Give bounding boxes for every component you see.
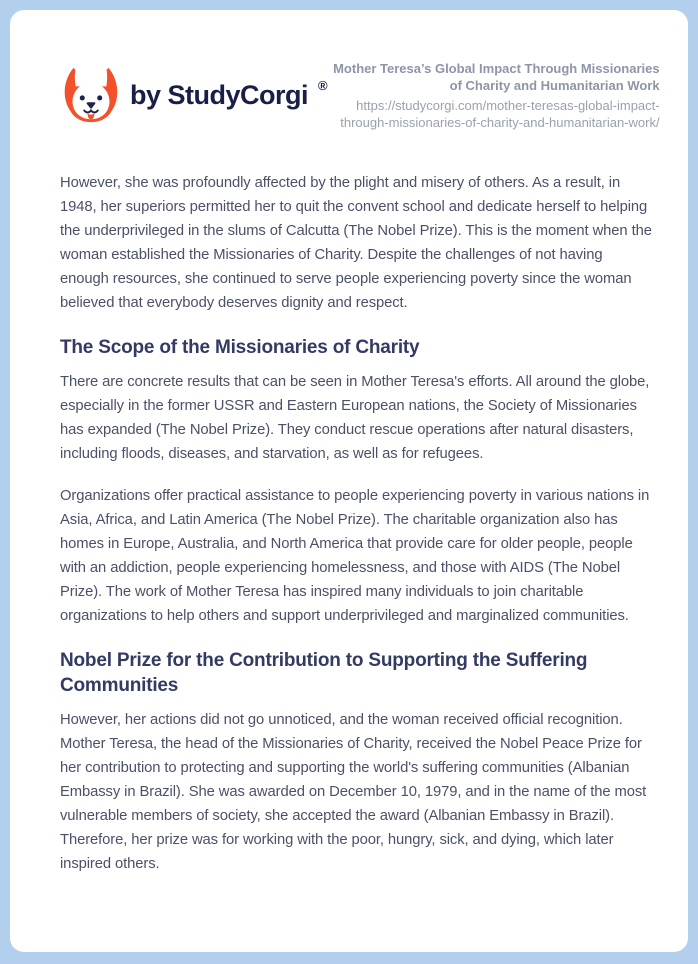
- section-heading-scope: The Scope of the Missionaries of Charity: [60, 337, 420, 358]
- document-url-link[interactable]: https://studycorgi.com/mother-teresas-global-impact-through-missionaries-of-charity-and-humanitarian-work/: [340, 98, 660, 130]
- paragraph-nobel-prize: However, her actions did not go unnoticed, and the woman received official recognition. Mother Teresa, the head of the Missionaries of Charity, received the Nobel Peace Prize for her contribution to protecting and supporting the world's suffering communities (Albanian Embassy in Brazil). She was awarded on December 10, 1979, and in the name of the most vulnerable members of society, she accepted the award (Albanian Embassy in Brazil). Therefore, her prize was for working with the poor, hungry, sick, and dying, which later inspired others.: [60, 712, 647, 872]
- article-body: [60, 131, 652, 876]
- registered-trademark: ®: [318, 78, 328, 93]
- section-heading-nobel-prize: Nobel Prize for the Contribution to Supporting the Suffering Communities: [60, 650, 588, 696]
- studycorgi-brand-link[interactable]: [60, 65, 328, 127]
- paragraph-intro: However, she was profoundly affected by the plight and misery of others. As a result, in 1948, her superiors permitted her to quit the convent school and dedicate herself to helping the underprivileged in the slums of Calcutta (The Nobel Prize). This is the moment when the woman established the Missionaries of Charity. Despite the challenges of not having enough resources, she continued to serve people experiencing poverty since the woman believed that everybody deserves dignity and respect.: [60, 175, 652, 311]
- document-meta: [328, 60, 660, 131]
- corgi-logo-icon: [60, 65, 122, 127]
- document-title: Mother Teresa’s Global Impact Through Missionaries of Charity and Humanitarian Work: [333, 61, 660, 93]
- brand-name: by StudyCorgi: [130, 80, 309, 110]
- document-card: [10, 10, 688, 952]
- paragraph-scope-1: There are concrete results that can be seen in Mother Teresa's efforts. All around the globe, especially in the former USSR and Eastern European nations, the Society of Missionaries has expanded (The Nobel Prize). They conduct rescue operations after natural disasters, including floods, diseases, and starvation, as well as for refugees.: [60, 374, 650, 462]
- paragraph-scope-2: Organizations offer practical assistance to people experiencing poverty in various nations in Asia, Africa, and Latin America (The Nobel Prize). The charitable organization also has homes in Europe, Australia, and North America that provide care for older people, people with an addiction, people experiencing homelessness, and those with AIDS (The Nobel Prize). The work of Mother Teresa has inspired many individuals to join charitable organizations to help others and support underprivileged and marginalized communities.: [60, 488, 650, 624]
- document-header: [60, 10, 660, 131]
